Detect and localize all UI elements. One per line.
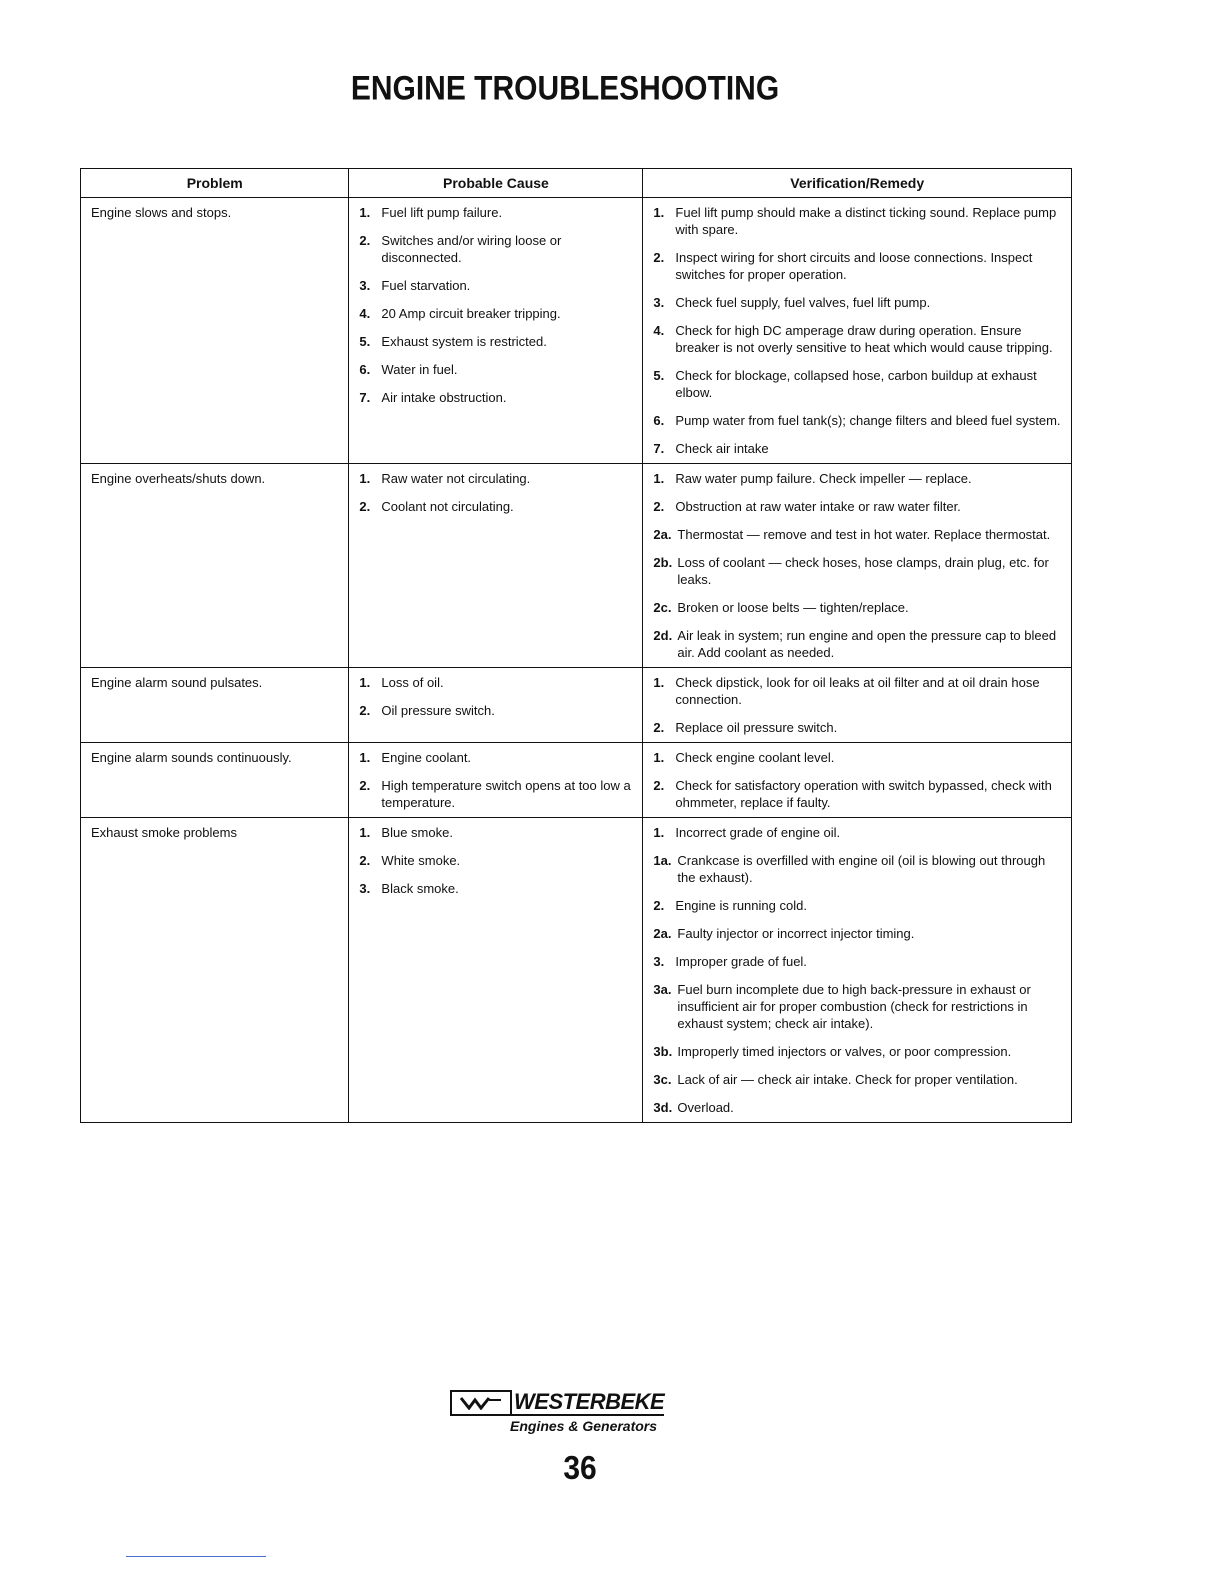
- cause-item: [359, 749, 636, 766]
- remedy-text: Inspect wiring for short circuits and loose connections. Inspect switches for proper operation.: [675, 250, 1033, 282]
- cause-text: Loss of oil.: [381, 675, 444, 690]
- remedy-text: Broken or loose belts — tighten/replace.: [677, 600, 909, 615]
- remedy-text: Faulty injector or incorrect injector timing.: [677, 926, 915, 941]
- remedy-cell: [643, 668, 1072, 743]
- brand-name: WESTERBEKE: [514, 1389, 665, 1414]
- remedy-number: 2d.: [653, 628, 673, 643]
- cause-item: [359, 498, 636, 515]
- problem-text: Engine alarm sound pulsates.: [91, 675, 263, 690]
- table-row: [81, 668, 1072, 743]
- cause-item: [359, 361, 636, 378]
- cause-text: Blue smoke.: [381, 825, 453, 840]
- remedy-text: Check air intake: [675, 441, 769, 456]
- cause-number: 2.: [359, 853, 371, 868]
- remedy-text: Loss of coolant — check hoses, hose clamps, drain plug, etc. for leaks.: [677, 555, 1049, 587]
- remedy-cell: [643, 464, 1072, 668]
- cause-text: Air intake obstruction.: [381, 390, 507, 405]
- cause-number: 2.: [359, 778, 371, 793]
- remedy-text: Crankcase is overfilled with engine oil (oil is blowing out through the exhaust).: [677, 853, 1046, 885]
- cause-cell: [349, 198, 643, 464]
- cause-number: 5.: [359, 334, 371, 349]
- remedy-number: 1.: [653, 471, 665, 486]
- remedy-item: [653, 367, 1065, 401]
- remedy-text: Lack of air — check air intake. Check for proper ventilation.: [677, 1072, 1018, 1087]
- remedy-text: Improperly timed injectors or valves, or poor compression.: [677, 1044, 1012, 1059]
- problem-text: Engine slows and stops.: [91, 205, 232, 220]
- cause-text: White smoke.: [381, 853, 461, 868]
- remedy-item: [653, 1099, 1065, 1116]
- cause-number: 3.: [359, 881, 371, 896]
- footer-logo: [450, 1390, 720, 1434]
- remedy-item: [653, 554, 1065, 588]
- remedy-number: 2.: [653, 898, 665, 913]
- cause-text: Oil pressure switch.: [381, 703, 495, 718]
- cause-item: [359, 674, 636, 691]
- table-row: [81, 743, 1072, 818]
- problem-text: Engine overheats/shuts down.: [91, 471, 266, 486]
- cause-number: 3.: [359, 278, 371, 293]
- cause-cell: [349, 743, 643, 818]
- problem-cell: [81, 464, 349, 668]
- remedy-number: 7.: [653, 441, 665, 456]
- remedy-number: 6.: [653, 413, 665, 428]
- cause-item: [359, 702, 636, 719]
- header-probable-cause: Probable Cause: [349, 169, 643, 198]
- remedy-item: [653, 498, 1065, 515]
- troubleshooting-table: [80, 168, 1072, 1123]
- remedy-text: Incorrect grade of engine oil.: [675, 825, 841, 840]
- problem-cell: [81, 743, 349, 818]
- remedy-number: 3.: [653, 954, 665, 969]
- problem-text: Engine alarm sounds continuously.: [91, 750, 292, 765]
- remedy-item: [653, 249, 1065, 283]
- remedy-text: Thermostat — remove and test in hot water. Replace thermostat.: [677, 527, 1051, 542]
- cause-cell: [349, 668, 643, 743]
- remedy-item: [653, 204, 1065, 238]
- cause-item: [359, 777, 636, 811]
- cause-item: [359, 277, 636, 294]
- brand-tagline: Engines & Generators: [510, 1418, 658, 1434]
- remedy-number: 1.: [653, 825, 665, 840]
- remedy-number: 1.: [653, 205, 665, 220]
- remedy-number: 1.: [653, 675, 665, 690]
- remedy-item: [653, 852, 1065, 886]
- problem-cell: [81, 818, 349, 1123]
- cause-number: 1.: [359, 675, 371, 690]
- cause-text: Coolant not circulating.: [381, 499, 514, 514]
- remedy-text: Check dipstick, look for oil leaks at oil filter and at oil drain hose connection.: [675, 675, 1040, 707]
- remedy-cell: [643, 198, 1072, 464]
- table-row: [81, 818, 1072, 1123]
- cause-number: 1.: [359, 471, 371, 486]
- remedy-number: 2.: [653, 720, 665, 735]
- cause-item: [359, 824, 636, 841]
- cause-number: 2.: [359, 233, 371, 248]
- header-verification-remedy: Verification/Remedy: [643, 169, 1072, 198]
- cause-number: 1.: [359, 750, 371, 765]
- problem-cell: [81, 198, 349, 464]
- cause-text: High temperature switch opens at too low a temperature.: [381, 778, 631, 810]
- remedy-number: 3c.: [653, 1072, 672, 1087]
- cause-item: [359, 389, 636, 406]
- remedy-number: 2b.: [653, 555, 673, 570]
- cause-item: [359, 852, 636, 869]
- remedy-number: 3b.: [653, 1044, 673, 1059]
- remedy-cell: [643, 743, 1072, 818]
- cause-text: Fuel lift pump failure.: [381, 205, 503, 220]
- cause-cell: [349, 818, 643, 1123]
- cause-item: [359, 880, 636, 897]
- westerbeke-logo-icon: [450, 1390, 512, 1416]
- link-underline: [126, 1556, 266, 1557]
- cause-text: Switches and/or wiring loose or disconnected.: [381, 233, 562, 265]
- remedy-item: [653, 674, 1065, 708]
- remedy-item: [653, 981, 1065, 1032]
- cause-number: 4.: [359, 306, 371, 321]
- cause-number: 2.: [359, 499, 371, 514]
- remedy-text: Fuel burn incomplete due to high back-pressure in exhaust or insufficient air for proper combustion (check for restrictions in exhaust system; check air intake).: [677, 982, 1031, 1031]
- remedy-item: [653, 897, 1065, 914]
- cause-text: 20 Amp circuit breaker tripping.: [381, 306, 561, 321]
- remedy-number: 2.: [653, 499, 665, 514]
- cause-item: [359, 204, 636, 221]
- cause-item: [359, 333, 636, 350]
- cause-text: Water in fuel.: [381, 362, 458, 377]
- problem-text: Exhaust smoke problems: [91, 825, 237, 840]
- remedy-number: 4.: [653, 323, 665, 338]
- cause-text: Exhaust system is restricted.: [381, 334, 547, 349]
- remedy-number: 2a.: [653, 926, 672, 941]
- remedy-text: Replace oil pressure switch.: [675, 720, 838, 735]
- remedy-item: [653, 824, 1065, 841]
- table-row: [81, 198, 1072, 464]
- remedy-item: [653, 294, 1065, 311]
- remedy-item: [653, 1043, 1065, 1060]
- remedy-text: Check fuel supply, fuel valves, fuel lift pump.: [675, 295, 931, 310]
- remedy-item: [653, 925, 1065, 942]
- cause-text: Engine coolant.: [381, 750, 472, 765]
- remedy-text: Pump water from fuel tank(s); change filters and bleed fuel system.: [675, 413, 1061, 428]
- header-problem: Problem: [81, 169, 349, 198]
- table-row: [81, 464, 1072, 668]
- remedy-number: 3.: [653, 295, 665, 310]
- remedy-item: [653, 719, 1065, 736]
- remedy-text: Raw water pump failure. Check impeller — replace.: [675, 471, 972, 486]
- remedy-number: 2a.: [653, 527, 672, 542]
- remedy-text: Check for blockage, collapsed hose, carbon buildup at exhaust elbow.: [675, 368, 1037, 400]
- cause-number: 1.: [359, 205, 371, 220]
- remedy-item: [653, 526, 1065, 543]
- remedy-item: [653, 440, 1065, 457]
- remedy-item: [653, 627, 1065, 661]
- remedy-item: [653, 322, 1065, 356]
- cause-text: Black smoke.: [381, 881, 459, 896]
- page-number: 36: [563, 1450, 597, 1487]
- cause-text: Fuel starvation.: [381, 278, 471, 293]
- remedy-item: [653, 412, 1065, 429]
- remedy-text: Overload.: [677, 1100, 734, 1115]
- remedy-number: 1a.: [653, 853, 672, 868]
- cause-number: 2.: [359, 703, 371, 718]
- page-title: ENGINE TROUBLESHOOTING: [350, 69, 780, 108]
- remedy-text: Check engine coolant level.: [675, 750, 835, 765]
- remedy-text: Improper grade of fuel.: [675, 954, 807, 969]
- table-header-row: [81, 169, 1072, 198]
- remedy-number: 3a.: [653, 982, 672, 997]
- problem-cell: [81, 668, 349, 743]
- remedy-item: [653, 953, 1065, 970]
- remedy-number: 2.: [653, 250, 665, 265]
- cause-number: 1.: [359, 825, 371, 840]
- cause-item: [359, 232, 636, 266]
- cause-cell: [349, 464, 643, 668]
- cause-number: 7.: [359, 390, 371, 405]
- remedy-item: [653, 777, 1065, 811]
- remedy-number: 2c.: [653, 600, 672, 615]
- remedy-text: Air leak in system; run engine and open the pressure cap to bleed air. Add coolant as needed.: [677, 628, 1057, 660]
- remedy-number: 3d.: [653, 1100, 673, 1115]
- remedy-cell: [643, 818, 1072, 1123]
- table-body: [81, 198, 1072, 1123]
- remedy-number: 2.: [653, 778, 665, 793]
- remedy-item: [653, 1071, 1065, 1088]
- remedy-number: 5.: [653, 368, 665, 383]
- cause-text: Raw water not circulating.: [381, 471, 531, 486]
- remedy-text: Obstruction at raw water intake or raw water filter.: [675, 499, 961, 514]
- remedy-number: 1.: [653, 750, 665, 765]
- remedy-text: Check for high DC amperage draw during operation. Ensure breaker is not overly sensitive to heat which would cause tripping.: [675, 323, 1053, 355]
- remedy-text: Fuel lift pump should make a distinct ticking sound. Replace pump with spare.: [675, 205, 1057, 237]
- cause-number: 6.: [359, 362, 371, 377]
- remedy-item: [653, 749, 1065, 766]
- cause-item: [359, 305, 636, 322]
- remedy-item: [653, 470, 1065, 487]
- remedy-text: Engine is running cold.: [675, 898, 807, 913]
- remedy-text: Check for satisfactory operation with switch bypassed, check with ohmmeter, replace if faulty.: [675, 778, 1052, 810]
- remedy-item: [653, 599, 1065, 616]
- cause-item: [359, 470, 636, 487]
